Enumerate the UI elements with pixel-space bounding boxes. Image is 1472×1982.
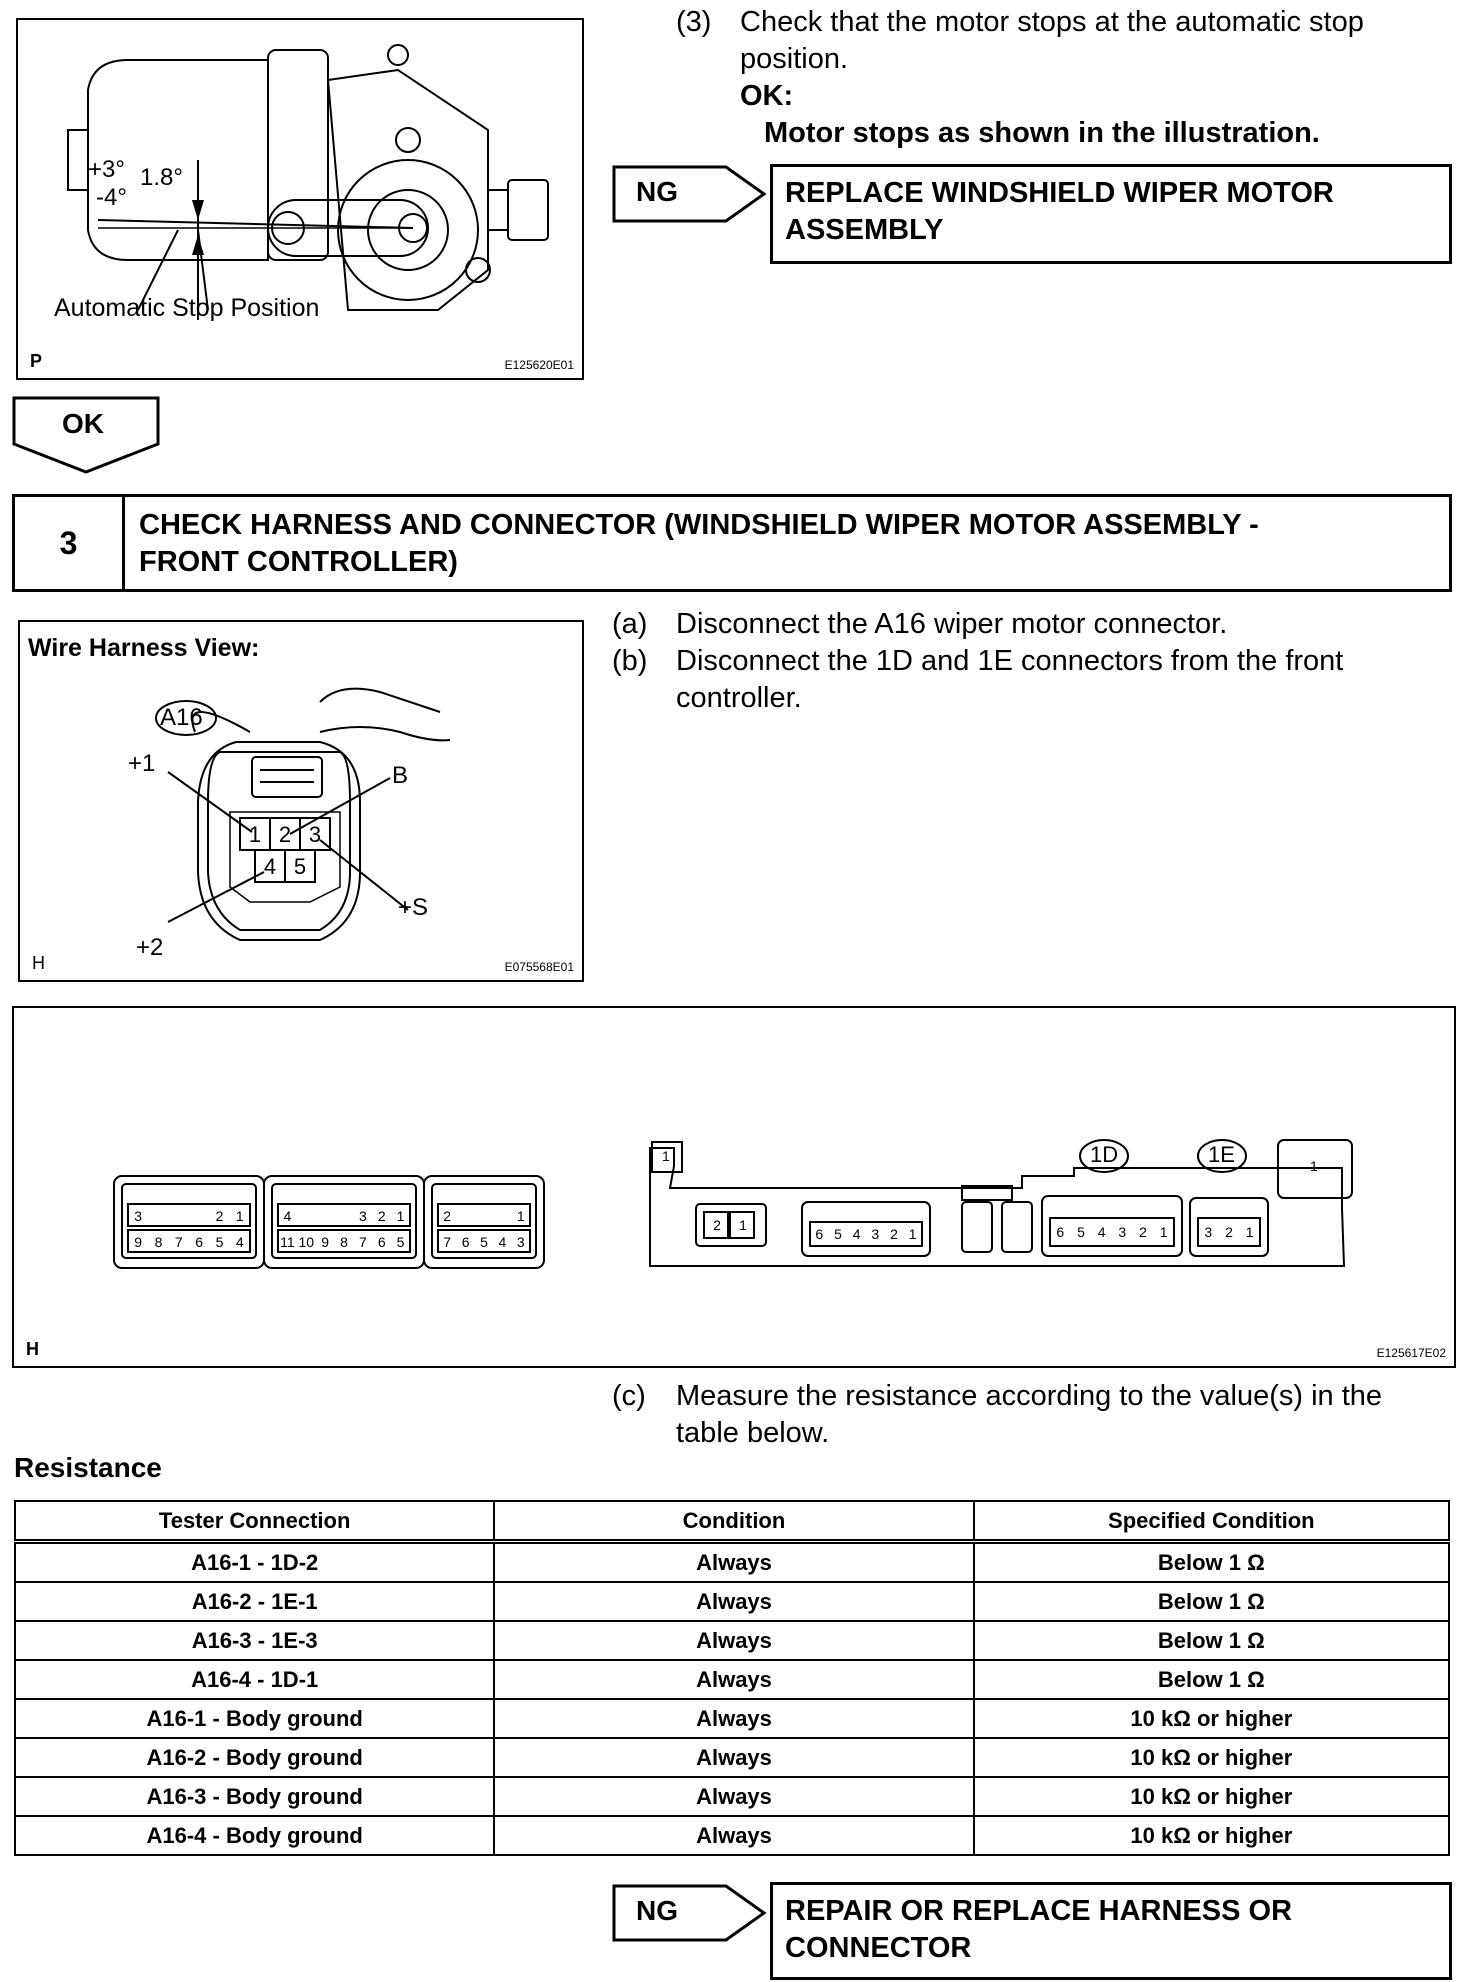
section-title-line1: CHECK HARNESS AND CONNECTOR (WINDSHIELD WIPER MOTOR ASSEMBLY - (139, 509, 1259, 541)
front-controller-figure (12, 1006, 1456, 1368)
step-c-num: (c) (612, 1380, 646, 1412)
cell: A16-1 - 1D-2 (15, 1542, 494, 1583)
mid-connector-pin: 5 (834, 1226, 842, 1242)
cell: A16-4 - 1D-1 (15, 1660, 494, 1699)
cell: 10 kΩ or higher (974, 1699, 1449, 1738)
table-row (15, 1777, 1449, 1816)
cell: Below 1 Ω (974, 1542, 1449, 1583)
cell: Below 1 Ω (974, 1582, 1449, 1621)
step-a (612, 606, 1452, 643)
resistance-title: Resistance (14, 1452, 162, 1483)
connector-pin: 6 (377, 1234, 386, 1250)
col-header: Tester Connection (15, 1501, 494, 1542)
label-plus2: +2 (136, 934, 164, 961)
cell: Always (494, 1621, 973, 1660)
connector-pin: 3 (358, 1208, 367, 1224)
cell: Always (494, 1777, 973, 1816)
angle-minus-label: -4° (96, 184, 127, 211)
cell: Always (494, 1738, 973, 1777)
connector-1d-pin: 2 (1139, 1224, 1147, 1240)
table-row (15, 1542, 1449, 1583)
col-header: Specified Condition (974, 1501, 1449, 1542)
cell: A16-3 - 1E-3 (15, 1621, 494, 1660)
cell: Below 1 Ω (974, 1660, 1449, 1699)
cell: A16-3 - Body ground (15, 1777, 494, 1816)
ng-label-1: NG (636, 176, 678, 207)
connector-1d-pin: 3 (1118, 1224, 1127, 1240)
connector-pin: 6 (195, 1234, 204, 1250)
connector-pin: 5 (396, 1234, 405, 1250)
motor-stop-figure (16, 18, 584, 380)
connector-pin: 9 (321, 1234, 330, 1250)
ng-action-box-2 (770, 1882, 1452, 1980)
connector-pin: 1 (516, 1208, 525, 1224)
connector-pin: 4 (235, 1234, 244, 1250)
cell: Always (494, 1582, 973, 1621)
connector-1d-pin: 6 (1056, 1224, 1065, 1240)
connector-pin: 7 (358, 1234, 367, 1250)
step-c (612, 1378, 1452, 1452)
cell: 10 kΩ or higher (974, 1738, 1449, 1777)
cell: 10 kΩ or higher (974, 1777, 1449, 1816)
figure-code: E125620E01 (504, 358, 574, 372)
connector-pin: 8 (340, 1234, 348, 1250)
connector-pin: 4 (283, 1208, 292, 1224)
step-c-line2: table below. (676, 1417, 830, 1449)
col-header: Condition (494, 1501, 973, 1542)
connector-1e-pin: 3 (1204, 1224, 1213, 1240)
table-row (15, 1699, 1449, 1738)
ok-text: Motor stops as shown in the illustration. (764, 117, 1320, 149)
step-b-line1: Disconnect the 1D and 1E connectors from the front (676, 645, 1344, 677)
step-text-line2: position. (740, 43, 849, 75)
pin-5: 5 (293, 854, 307, 879)
connector-pin: 5 (480, 1234, 488, 1250)
controller-connectors-diagram (14, 1008, 1454, 1366)
connector-pin: 1 (396, 1208, 405, 1224)
resistance-table (14, 1500, 1450, 1856)
cell: Always (494, 1542, 973, 1583)
figure-letter: H (32, 953, 45, 973)
cell: Below 1 Ω (974, 1621, 1449, 1660)
pin-2: 2 (278, 822, 292, 847)
mid-connector-pin: 3 (871, 1226, 880, 1242)
step-number: (3) (676, 6, 712, 38)
step-b (612, 643, 1452, 717)
cell: A16-2 - 1E-1 (15, 1582, 494, 1621)
a16-connector-diagram (20, 622, 582, 980)
connector-pin: 7 (174, 1234, 183, 1250)
tag-1: 1 (662, 1148, 670, 1164)
figure-code: E125617E02 (1376, 1346, 1446, 1360)
connector-pin: 6 (461, 1234, 470, 1250)
angle-plus-label: +3° (88, 156, 125, 183)
connector-pin: 2 (215, 1208, 224, 1224)
label-plus1: +1 (128, 750, 156, 777)
cell: 10 kΩ or higher (974, 1816, 1449, 1855)
step-a-text: Disconnect the A16 wiper motor connector. (676, 608, 1228, 640)
mid-connector-pin: 4 (852, 1226, 861, 1242)
figure-letter: H (26, 1339, 39, 1359)
mid-connector-pin: 6 (815, 1226, 824, 1242)
mid-connector-pin: 1 (908, 1226, 917, 1242)
figure-code: E075568E01 (504, 960, 574, 974)
figure-letter: P (30, 351, 43, 371)
tag-1d: 1D (1090, 1142, 1119, 1167)
connector-pin: 10 (298, 1234, 315, 1250)
tag-1e: 1E (1208, 1142, 1235, 1167)
step-b-line2: controller. (676, 682, 802, 714)
ng-action-line2: CONNECTOR (785, 1932, 972, 1964)
mid-connector-pin: 2 (890, 1226, 898, 1242)
table-row (15, 1621, 1449, 1660)
connector-pin: 2 (443, 1208, 452, 1224)
cell: A16-4 - Body ground (15, 1816, 494, 1855)
ok-label: OK: (740, 80, 794, 112)
small-pair-pin: 2 (713, 1217, 721, 1233)
step-text-line1: Check that the motor stops at the automatic stop (740, 6, 1364, 38)
section-number: 3 (15, 497, 125, 589)
ng-action-line1: REPLACE WINDSHIELD WIPER MOTOR (785, 177, 1334, 209)
connector-1d-pin: 4 (1097, 1224, 1106, 1240)
wire-harness-figure (18, 620, 584, 982)
ng-action-line1: REPAIR OR REPLACE HARNESS OR (785, 1895, 1293, 1927)
ng-label-2: NG (636, 1895, 678, 1926)
table-row (15, 1660, 1449, 1699)
connector-pin: 1 (235, 1208, 244, 1224)
table-row (15, 1582, 1449, 1621)
connector-pin: 3 (516, 1234, 525, 1250)
step-3-check (676, 4, 1456, 154)
label-b: B (392, 762, 409, 789)
cell: A16-2 - Body ground (15, 1738, 494, 1777)
cell: Always (494, 1660, 973, 1699)
connector-pin: 5 (215, 1234, 224, 1250)
table-row (15, 1738, 1449, 1777)
connector-pin: 2 (377, 1208, 386, 1224)
cell: A16-1 - Body ground (15, 1699, 494, 1738)
step-c-line1: Measure the resistance according to the value(s) in the (676, 1380, 1383, 1412)
pin-3: 3 (308, 822, 322, 847)
step-b-num: (b) (612, 645, 648, 677)
small-pair-pin: 1 (739, 1217, 747, 1233)
section-3-header (12, 494, 1452, 592)
label-plus-s: +S (398, 894, 429, 921)
connector-pin: 7 (443, 1234, 452, 1250)
pin-1: 1 (248, 822, 262, 847)
connector-pin: 3 (134, 1208, 143, 1224)
cell: Always (494, 1699, 973, 1738)
connector-1e-pin: 1 (1245, 1224, 1254, 1240)
step-a-num: (a) (612, 608, 648, 640)
connector-pin: 8 (154, 1234, 163, 1250)
auto-stop-label: Automatic Stop Position (54, 294, 320, 322)
connector-pin: 9 (134, 1234, 143, 1250)
ng-action-box-1 (770, 164, 1452, 264)
connector-1e-pin: 2 (1225, 1224, 1233, 1240)
connector-1d-pin: 1 (1159, 1224, 1168, 1240)
pin-4: 4 (263, 854, 277, 879)
wire-harness-title: Wire Harness View: (28, 634, 260, 662)
box-right-label: 1 (1310, 1158, 1318, 1174)
table-header-row (15, 1501, 1449, 1542)
cell: Always (494, 1816, 973, 1855)
table-row (15, 1816, 1449, 1855)
ng-action-line2: ASSEMBLY (785, 214, 944, 246)
connector-pin: 4 (498, 1234, 507, 1250)
connector-pin: 11 (280, 1234, 295, 1250)
connector-id: A16 (160, 704, 203, 731)
section-title-line2: FRONT CONTROLLER) (139, 546, 458, 578)
connector-1d-pin: 5 (1077, 1224, 1085, 1240)
angle-value-label: 1.8° (140, 164, 183, 191)
ok-arrow-label: OK (62, 408, 104, 439)
